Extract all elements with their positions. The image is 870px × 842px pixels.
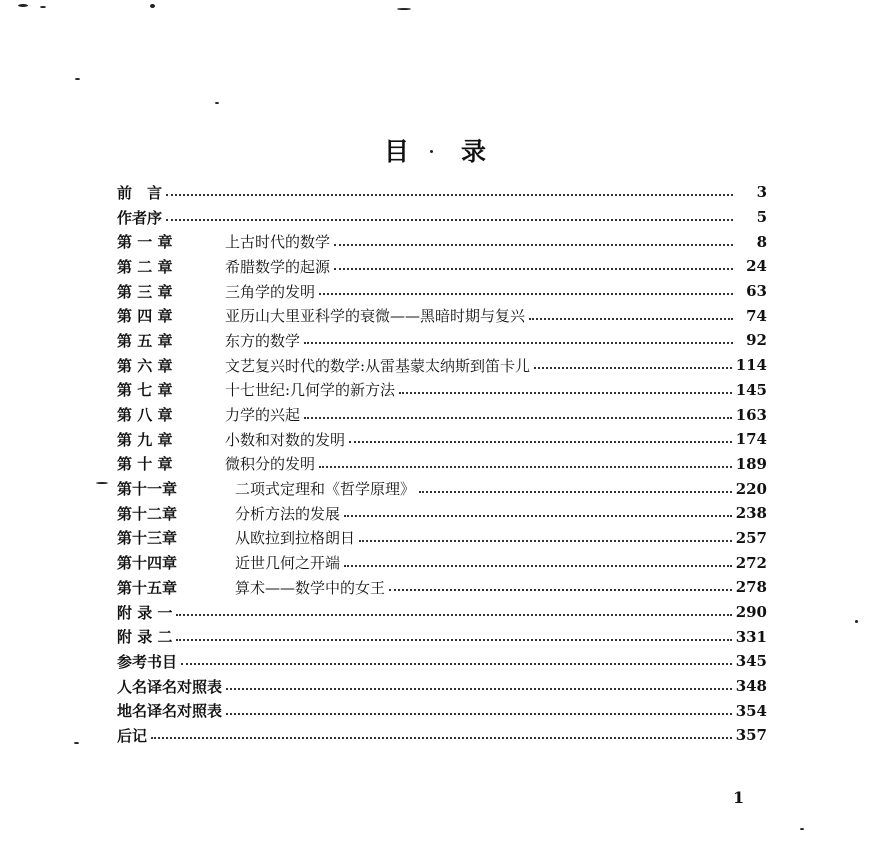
toc-page-number: 3 [756,183,767,202]
toc-page-number: 163 [735,405,767,424]
toc-chapter-label: 第 七 章 [117,381,173,400]
toc-chapter-label: 第 六 章 [117,356,173,375]
toc-leader-dots [389,579,732,591]
toc-page-number: 74 [746,306,767,325]
toc-page-number: 354 [735,701,767,720]
toc-chapter-title: 文艺复兴时代的数学:从雷基蒙太纳斯到笛卡儿 [225,356,531,375]
toc-chapter-title: 十七世纪:几何学的新方法 [225,381,396,400]
toc-entry [117,254,767,279]
toc-entry [117,303,767,328]
toc-chapter-title: 二项式定理和《哲学原理》 [235,480,416,499]
toc-page-number: 257 [735,528,767,547]
toc-entry [117,723,767,748]
toc-chapter-label: 第十三章 [117,529,178,548]
toc-entry [117,402,767,427]
toc-entry [117,205,767,230]
toc-leader-dots [226,678,732,690]
page-number: 1 [733,788,745,807]
toc-chapter-label: 第 九 章 [117,430,173,449]
toc-entry [117,353,767,378]
toc-chapter-label: 第十五章 [117,578,178,597]
toc-leader-dots [344,505,732,517]
toc-chapter-title: 算术——数学中的女王 [235,578,386,597]
toc-leader-dots [334,234,733,246]
title-char-left: 目 [383,137,409,166]
toc-chapter-title: 三角学的发明 [225,282,316,301]
toc-chapter-title: 力学的兴起 [225,406,301,425]
scan-speck [215,102,219,104]
toc-entry [117,452,767,477]
toc-entry [117,698,767,723]
toc-page-number: 92 [746,331,767,350]
toc-leader-dots [181,653,732,665]
toc-leader-dots [319,456,732,468]
toc-chapter-label: 第 五 章 [117,331,173,350]
toc-entry [117,600,767,625]
toc-leader-dots [166,184,733,196]
toc-entry [117,674,767,699]
toc-chapter-label: 后记 [117,726,148,745]
toc-page-number: 331 [735,627,767,646]
toc-entry [117,649,767,674]
toc-leader-dots [399,382,732,394]
toc-chapter-label: 第 十 章 [117,455,173,474]
toc-leader-dots [334,258,733,270]
toc-entry [117,279,767,304]
toc-page-number: 348 [735,677,767,696]
toc-entry [117,526,767,551]
toc-entry [117,427,767,452]
toc-page-number: 238 [735,504,767,523]
toc-leader-dots [304,332,733,344]
toc-chapter-label: 人名译名对照表 [117,677,223,696]
toc-leader-dots [319,283,733,295]
toc-chapter-label: 第 一 章 [117,233,173,252]
scan-speck [150,4,155,8]
toc-page-number: 24 [746,257,767,276]
toc-entry [117,476,767,501]
toc-chapter-label: 第十二章 [117,504,178,523]
toc-chapter-label: 作者序 [117,208,163,227]
scan-speck [397,8,411,10]
toc-chapter-label: 第十一章 [117,480,178,499]
toc-leader-dots [151,727,732,739]
toc-chapter-label: 地名译名对照表 [117,702,223,721]
toc-leader-dots [344,555,732,567]
toc-entry [117,575,767,600]
toc-chapter-title: 东方的数学 [225,331,301,350]
toc-leader-dots [226,703,732,715]
toc-page-number: 357 [735,726,767,745]
toc-chapter-label: 前 言 [117,183,163,202]
toc-chapter-label: 第十四章 [117,554,178,573]
toc-chapter-title: 近世几何之开端 [235,554,341,573]
toc-chapter-label: 第 八 章 [117,406,173,425]
toc-entry [117,180,767,205]
scan-speck [800,828,804,830]
toc-entry [117,229,767,254]
toc-chapter-label: 附 录 二 [117,628,173,647]
scan-speck [74,742,79,744]
toc-page-number: 8 [756,232,767,251]
toc-chapter-title: 从欧拉到拉格朗日 [235,529,356,548]
toc-leader-dots [166,209,733,221]
toc-chapter-title: 希腊数学的起源 [225,257,331,276]
toc-page-number: 5 [756,208,767,227]
toc-chapter-title: 分析方法的发展 [235,504,341,523]
toc-entry [117,550,767,575]
table-of-contents [117,180,767,748]
toc-chapter-title: 亚历山大里亚科学的衰微——黑暗时期与复兴 [225,307,526,326]
toc-leader-dots [419,481,732,493]
toc-leader-dots [529,308,733,320]
scan-speck [96,482,108,484]
toc-entry [117,624,767,649]
scan-speck [855,620,858,623]
scan-speck [75,78,80,80]
toc-page-number: 345 [735,652,767,671]
toc-leader-dots [176,604,731,616]
toc-page-number: 189 [735,454,767,473]
toc-entry [117,328,767,353]
toc-page-number: 145 [735,380,767,399]
toc-chapter-label: 第 三 章 [117,282,173,301]
toc-leader-dots [534,357,732,369]
toc-entry [117,501,767,526]
toc-chapter-title: 小数和对数的发明 [225,430,346,449]
toc-leader-dots [304,407,732,419]
scan-speck [40,6,46,8]
toc-chapter-label: 第 二 章 [117,257,173,276]
toc-chapter-label: 第 四 章 [117,307,173,326]
scan-speck [18,4,28,7]
toc-page-number: 278 [735,578,767,597]
toc-page-number: 290 [735,603,767,622]
toc-page-number: 63 [746,282,767,301]
toc-chapter-title: 上古时代的数学 [225,233,331,252]
toc-page-number: 220 [735,479,767,498]
toc-entry [117,378,767,403]
toc-chapter-title: 微积分的发明 [225,455,316,474]
page-title [0,132,870,168]
toc-page-number: 272 [735,553,767,572]
toc-chapter-label: 附 录 一 [117,603,173,622]
toc-chapter-label: 参考书目 [117,652,178,671]
toc-leader-dots [176,629,731,641]
toc-page-number: 174 [735,430,767,449]
toc-leader-dots [359,530,732,542]
title-char-right: 录 [461,137,487,166]
scan-speck [430,150,433,153]
toc-page-number: 114 [735,356,767,375]
toc-leader-dots [349,431,732,443]
